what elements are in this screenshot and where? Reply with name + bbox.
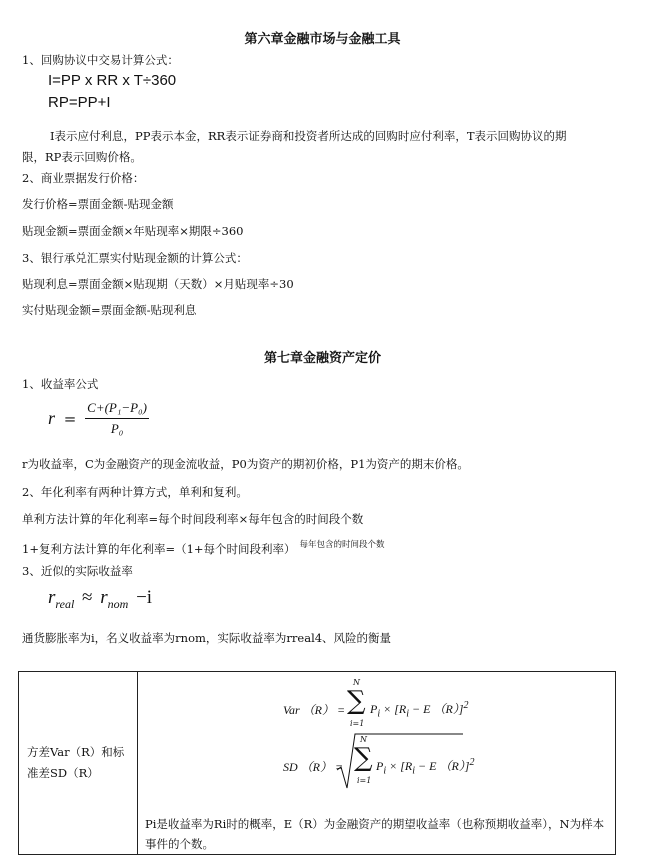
formula-numerator: C+(P₁−P₀) xyxy=(85,400,149,419)
real-rhs-sub: nom xyxy=(107,596,129,611)
formula-fraction xyxy=(85,400,149,437)
repo-description-line2: 限，RP表示回购价格。 xyxy=(22,150,142,164)
sd-sum-sign: ∑ xyxy=(354,743,373,773)
section-heading: 2、商业票据发行价格： xyxy=(22,171,145,185)
repo-formula-price: RP=PP+I xyxy=(48,94,111,111)
compound-formula-main: 1+复利方法计算的年化利率=（1+每个时间段利率） xyxy=(22,542,296,556)
variance-note: Pi是收益率为Ri时的概率，E（R）为金融资产的期望收益率（也称预期收益率），N为样本事件的个数。 xyxy=(145,817,605,851)
real-return-description: 通货膨胀率为i，名义收益率为rnom，实际收益率为rreal4、风险的衡量 xyxy=(22,631,392,645)
discount-interest-formula: 贴现利息=票面金额×贴现期（天数）×月贴现率÷30 xyxy=(22,277,294,291)
issue-price-formula: 发行价格=票面金额-贴现金额 xyxy=(22,197,174,211)
real-return-formula xyxy=(48,587,152,612)
table-right-cell xyxy=(138,672,616,855)
compound-interest-formula xyxy=(22,538,385,557)
formula-equals: = xyxy=(63,409,77,428)
variance-body: $P_i \times [R_i - E$ （R）]$^2$ xyxy=(370,700,469,720)
repo-formula-interest: I=PP x RR x T÷360 xyxy=(48,72,177,89)
formula-lhs: r xyxy=(48,408,56,428)
discount-amount-formula: 贴现金额=票面金额×年贴现率×期限÷360 xyxy=(22,224,244,238)
real-rhs: r xyxy=(100,587,108,608)
return-rate-description: r为收益率，C为金融资产的现金流收益，P0为资产的期初价格，P1为资产的期末价格。 xyxy=(22,457,469,471)
chapter6-title: 第六章金融市场与金融工具 xyxy=(244,32,401,47)
section-heading: 3、银行承兑汇票实付贴现金额的计算公式： xyxy=(22,251,248,265)
sd-formula xyxy=(138,735,615,808)
return-rate-formula xyxy=(48,400,149,437)
repo-description-line1: I表示应付利息，PP表示本金，RR表示证券商和投资者所达成的回购时应付利率，T表示回购协议的期 xyxy=(50,129,567,143)
real-tail: −i xyxy=(136,587,153,608)
chapter7-title: 第七章金融资产定价 xyxy=(263,351,381,366)
real-lhs-sub: real xyxy=(55,596,75,611)
sd-body: $P_i \times [R_i - E$ （R）]$^2$ xyxy=(376,757,475,777)
section-heading: 3、近似的实际收益率 xyxy=(22,564,133,578)
variance-sum-sign: ∑ xyxy=(347,686,366,716)
section-heading: 2、年化利率有两种计算方式，单利和复利。 xyxy=(22,485,248,499)
sd-sum-bottom: i=1 xyxy=(357,776,372,785)
compound-formula-exponent: 每年包含的时间段个数 xyxy=(299,540,385,550)
variance-sum-top: N xyxy=(353,678,360,687)
formula-denominator: P₀ xyxy=(110,421,124,436)
net-discount-formula: 实付贴现金额=票面金额-贴现利息 xyxy=(22,303,197,317)
variance-label: Var （R） = xyxy=(283,703,346,717)
section-heading: 1、收益率公式 xyxy=(22,377,99,391)
variance-table xyxy=(18,671,616,855)
table-left-label: 方差Var（R）和标准差SD（R） xyxy=(27,745,125,780)
sd-sum-top: N xyxy=(360,735,367,744)
real-approx: ≈ xyxy=(82,587,93,608)
simple-interest-formula: 单利方法计算的年化利率=每个时间段利率×每年包含的时间段个数 xyxy=(22,512,364,526)
table-left-cell xyxy=(19,672,138,855)
variance-sum-bottom: i=1 xyxy=(350,719,365,728)
section-heading: 1、回购协议中交易计算公式： xyxy=(22,53,179,67)
sd-label: SD （R） = xyxy=(283,760,344,774)
real-lhs: r xyxy=(48,587,56,608)
